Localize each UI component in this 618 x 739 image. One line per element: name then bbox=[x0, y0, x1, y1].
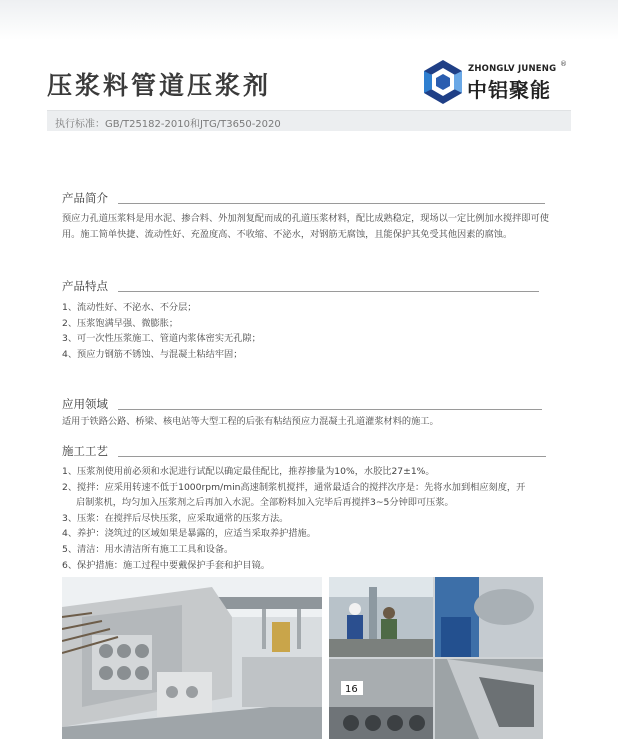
section-title-features: 产品特点 bbox=[62, 279, 108, 293]
section-divider bbox=[118, 456, 546, 457]
brand-logo bbox=[420, 56, 570, 108]
list-item: 2、压浆饱满早强、微膨胀； bbox=[62, 317, 179, 329]
standard-bar bbox=[47, 110, 571, 131]
list-item: 1、压浆剂使用前必须和水泥进行试配以确定最佳配比，推荐掺量为10%，水胶比27±1%。 bbox=[62, 466, 435, 477]
list-item: 3、可一次性压浆施工、管道内浆体密实无孔隙； bbox=[62, 333, 261, 344]
list-item: 4、预应力钢筋不锈蚀、与混凝土粘结牢固； bbox=[62, 348, 243, 360]
standard-text: 执行标准：GB/T25182-2010和JTG/T3650-2020 bbox=[55, 119, 281, 130]
brand-name-cn: 中铝聚能 bbox=[467, 78, 551, 102]
registered-mark: ® bbox=[560, 60, 567, 68]
process-list bbox=[62, 464, 552, 573]
section-divider bbox=[118, 409, 542, 410]
section-divider bbox=[118, 291, 539, 292]
section-title-process: 施工工艺 bbox=[62, 444, 108, 458]
list-item: 1、流动性好、不泌水、不分层； bbox=[62, 302, 197, 313]
intro-paragraph: 预应力孔道压浆料是用水泥、掺合料、外加剂复配而成的孔道压浆材料，配比成熟稳定，现场以一定比例加水搅拌即可使用。施工简单快捷、流动性好、充盈度高、不收缩、不泌水，对钢筋无腐蚀，且能保护其免受其他因素的腐蚀。 bbox=[62, 213, 549, 240]
section-title-applications: 应用领域 bbox=[62, 397, 108, 411]
list-item: 4、养护：浇筑过的区域如果是暴露的，应适当采取养护措施。 bbox=[62, 528, 316, 540]
page-title: 压浆料管道压浆剂 bbox=[47, 71, 272, 100]
features-list bbox=[62, 300, 552, 362]
list-item: 5、清洁：用水清洁所有施工工具和设备。 bbox=[62, 543, 234, 555]
hexagon-logo-icon bbox=[420, 58, 466, 106]
applications-paragraph: 适用于铁路公路、桥梁、核电站等大型工程的后张有粘结预应力混凝土孔道灌浆材料的施工。 bbox=[62, 416, 439, 427]
list-item: 3、压浆：在搅拌后尽快压浆，应采取通常的压浆方法。 bbox=[62, 512, 289, 524]
list-item: 6、保护措施：施工过程中要戴保护手套和护目镜。 bbox=[62, 559, 270, 571]
section-divider bbox=[118, 203, 545, 204]
list-item: 2、搅拌：应采用转速不低于1000rpm/min高速制浆机搅拌，通常最适合的搅拌次序是：先将水加到相应刻度，开 bbox=[62, 481, 526, 493]
bridge-girder-photo bbox=[62, 577, 322, 739]
construction-photo-collage bbox=[329, 577, 543, 739]
section-title-intro: 产品简介 bbox=[62, 191, 108, 205]
brand-name-en: ZHONGLV JUNENG bbox=[468, 64, 557, 74]
photo-number-label: 16 bbox=[345, 684, 358, 695]
page-top-strip bbox=[0, 0, 618, 40]
list-item: 启制浆机，均匀加入压浆剂之后再加入水泥。全部粉料加入完毕后再搅拌3~5分钟即可压浆。 bbox=[76, 497, 454, 509]
